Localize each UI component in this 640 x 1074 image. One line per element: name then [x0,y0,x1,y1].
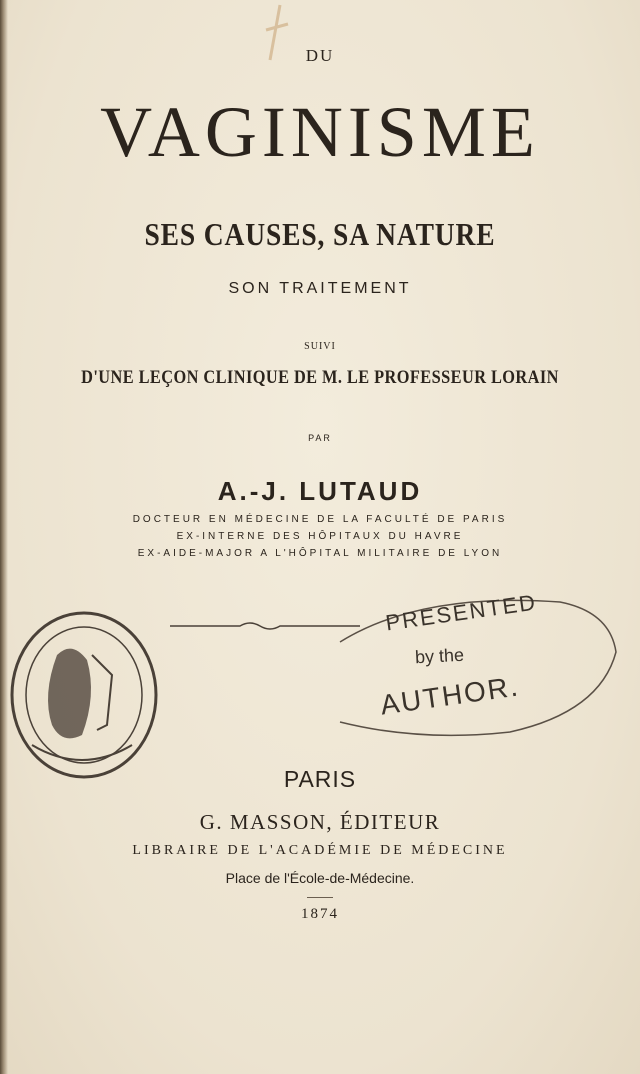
par-label: PAR [308,433,332,443]
publisher-address: Place de l'École-de-Médecine. [225,870,415,886]
stamp-line: by the [414,644,465,668]
subtitle: SES CAUSES, SA NATURE [144,216,496,252]
subtitle-treatment: SON TRAITEMENT [228,280,412,297]
credential-line: DOCTEUR EN MÉDECINE DE LA FACULTÉ DE PARIS [132,514,508,525]
author-name: A.-J. LUTAUD [217,476,423,506]
credential-line: EX-INTERNE DES HÔPITAUX DU HAVRE [176,531,464,542]
pre-title: DU [305,46,335,65]
credential-line: EX-AIDE-MAJOR A L'HÔPITAL MILITAIRE DE LYON [137,548,503,559]
stamp-line: AUTHOR. [378,670,522,721]
stamp-line: PRESENTED [383,589,539,636]
library-seal-stamp [2,605,172,785]
main-title: VAGINISME [100,92,540,172]
suivi-label: SUIVI [304,341,336,352]
presented-by-author-stamp [300,589,620,742]
publisher-role: LIBRAIRE DE L'ACADÉMIE DE MÉDECINE [132,843,508,858]
divider [307,897,333,898]
lecon-line: D'UNE LEÇON CLINIQUE DE M. LE PROFESSEUR LORAIN [81,367,559,388]
publication-city: PARIS [283,766,357,792]
publisher-name: G. MASSON, ÉDITEUR [199,810,441,834]
publication-year: 1874 [301,906,339,922]
